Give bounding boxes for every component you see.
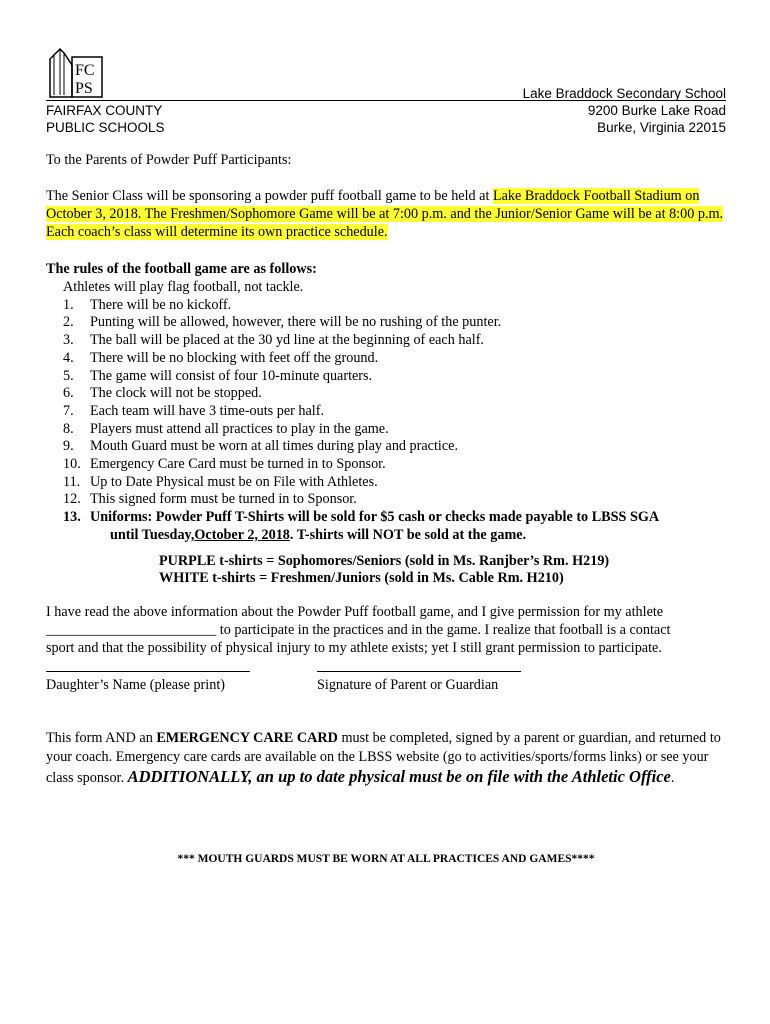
rule-item <box>63 438 659 456</box>
rule-item <box>63 350 659 368</box>
parent-signature-line[interactable] <box>317 671 521 672</box>
closing-text2: must be completed, signed by a parent or guardian, and returned to your coach. Emergency care cards are available on the LBSS website (go to activities/sports/forms links) or see your class sponsor. <box>46 730 721 786</box>
permission-line3: sport and that the possibility of physical injury to my athlete exists; yet I still grant permission to participate. <box>46 640 662 656</box>
rule-item <box>63 491 659 509</box>
white-shirts: WHITE t-shirts = Freshmen/Juniors (sold in Ms. Cable Rm. H210) <box>159 570 564 587</box>
rule-item-13 <box>63 509 659 527</box>
rule-number: 10. <box>63 456 81 473</box>
rule-text: This signed form must be turned in to Sponsor. <box>90 491 357 508</box>
athlete-name-blank[interactable]: ________________________ <box>46 622 217 638</box>
rule-number: 13. <box>63 509 81 526</box>
district-line1: FAIRFAX COUNTY <box>46 103 163 118</box>
rule-number: 4. <box>63 349 74 366</box>
district-line2: PUBLIC SCHOOLS <box>46 120 165 135</box>
closing-end: . <box>670 770 675 786</box>
rule-number: 2. <box>63 314 74 331</box>
district-name <box>46 102 165 136</box>
rules-list <box>63 279 659 588</box>
footer-note: *** MOUTH GUARDS MUST BE WORN AT ALL PRACTICES AND GAMES**** <box>177 853 595 865</box>
intro-highlight: Lake Braddock Football Stadium on October 3, 2018. The Freshmen/Sophomore Game will be at 7:00 p.m. and the Junior/Senior Game will be at 8:00 p.m. Each coach’s class will determine its own practice schedule. <box>46 188 724 240</box>
address-line1: 9200 Burke Lake Road <box>587 103 726 118</box>
intro-text: The Senior Class will be sponsoring a powder puff football game to be held at <box>46 188 493 204</box>
rule-item <box>63 403 659 421</box>
rule-number: 12. <box>63 491 81 508</box>
svg-text:FC: FC <box>75 62 95 79</box>
rule-number: 5. <box>63 367 74 384</box>
daughter-name-line[interactable] <box>46 671 250 672</box>
rule-text: There will be no kickoff. <box>90 296 232 313</box>
school-address <box>523 85 726 136</box>
rule-number: 8. <box>63 420 74 437</box>
rule-item <box>63 474 659 492</box>
rule-item <box>63 385 659 403</box>
rule-item <box>63 332 659 350</box>
rule-text: Mouth Guard must be worn at all times during play and practice. <box>90 438 458 455</box>
rule-13-pre: until Tuesday, <box>110 526 195 543</box>
closing-paragraph <box>46 729 726 788</box>
school-name: Lake Braddock Secondary School <box>522 86 726 101</box>
permission-line2-text: to participate in the practices and in the game. I realize that football is a contact <box>216 622 671 638</box>
fcps-logo <box>46 45 106 100</box>
rule-item <box>63 421 659 439</box>
rule-text: Emergency Care Card must be turned in to Sponsor. <box>90 456 386 473</box>
closing-emphasis: ADDITIONALLY, an up to date physical must be on file with the Athletic Office <box>127 767 671 786</box>
rule-text: Uniforms: Powder Puff T-Shirts will be sold for $5 cash or checks made payable to LBSS SGA <box>90 509 660 526</box>
rule-text: Each team will have 3 time-outs per half. <box>90 402 325 419</box>
rule-text: The game will consist of four 10-minute quarters. <box>90 367 373 384</box>
rules-heading: The rules of the football game are as follows: <box>46 261 317 277</box>
svg-text:PS: PS <box>75 80 93 97</box>
rule-number: 6. <box>63 385 74 402</box>
closing-text1: This form AND an <box>46 730 157 746</box>
rule-number: 9. <box>63 438 74 455</box>
rule-number: 3. <box>63 332 74 349</box>
rule-item <box>63 368 659 386</box>
address-line2: Burke, Virginia 22015 <box>597 120 726 135</box>
permission-paragraph <box>46 603 726 657</box>
rule-text: Punting will be allowed, however, there will be no rushing of the punter. <box>90 314 502 331</box>
rule-text: Up to Date Physical must be on File with Athletes. <box>90 473 378 490</box>
rule-text: There will be no blocking with feet off the ground. <box>90 349 379 366</box>
rule-item-13-cont <box>63 527 659 545</box>
rule-item <box>63 314 659 332</box>
rules-lead: Athletes will play flag football, not tackle. <box>63 279 304 295</box>
permission-line2 <box>46 621 726 639</box>
rule-text: The ball will be placed at the 30 yd line at the beginning of each half. <box>90 332 484 349</box>
rule-number: 11. <box>63 473 81 490</box>
rule-number: 7. <box>63 402 74 419</box>
greeting: To the Parents of Powder Puff Participants: <box>46 152 292 168</box>
daughter-name-label: Daughter’s Name (please print) <box>46 677 225 693</box>
rule-text: Players must attend all practices to play in the game. <box>90 420 389 437</box>
rule-number: 1. <box>63 296 74 313</box>
rule-13-date: October 2, 2018 <box>194 526 290 543</box>
purple-shirts: PURPLE t-shirts = Sophomores/Seniors (sold in Ms. Ranjber’s Rm. H219) <box>159 552 610 569</box>
intro-paragraph <box>46 187 726 241</box>
closing-bold: EMERGENCY CARE CARD <box>156 730 338 746</box>
permission-line1: I have read the above information about the Powder Puff football game, and I give permission for my athlete <box>46 604 664 620</box>
parent-signature-label: Signature of Parent or Guardian <box>317 677 499 693</box>
rule-text: The clock will not be stopped. <box>90 385 262 402</box>
rule-item <box>63 297 659 315</box>
rule-item <box>63 456 659 474</box>
rule-13-post: . T-shirts will NOT be sold at the game. <box>289 526 527 543</box>
